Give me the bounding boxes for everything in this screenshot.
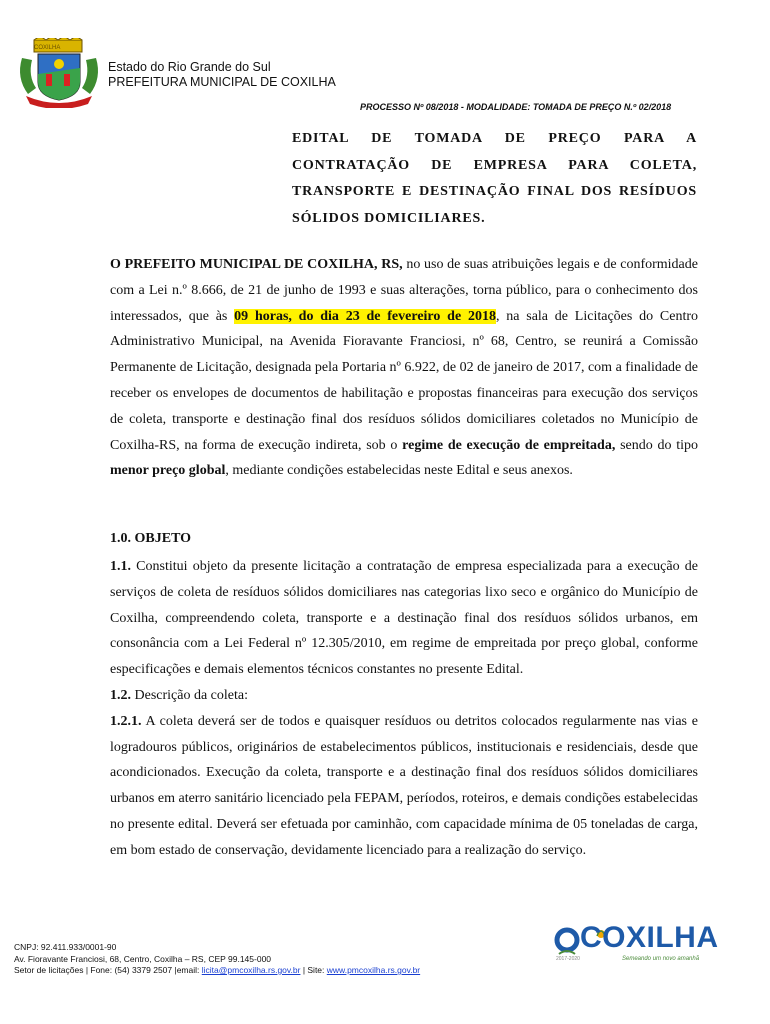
intro-lead: O PREFEITO MUNICIPAL DE COXILHA, RS, xyxy=(110,257,403,272)
footer-contact xyxy=(14,965,420,977)
svg-text:COXILHA: COXILHA xyxy=(34,45,61,51)
intro-bold-tipo: menor preço global xyxy=(110,463,226,479)
clause-text: A coleta deverá ser de todos e quaisquer resíduos ou detritos colocados regularmente nas vias e logradouros públicos, originários de estabelecimentos públicos, institucionais e residenciais, desde que acondicionados. Execução da coleta, transporte e a destinação final dos resíduos sólidos domiciliares urbanos em aterro sanitário licenciado pela FEPAM, períodos, roteiros, e demais condições estabelecidas no presente edital. Deverá ser efetuada por caminhão, com capacidade mínima de 05 toneladas de carga, em bom estado de conservação, devidamente licenciado para a realização do serviço. xyxy=(110,713,698,858)
state-name: Estado do Rio Grande do Sul xyxy=(108,60,271,74)
coat-of-arms-icon xyxy=(14,38,104,108)
footer-site-label: | Site: xyxy=(300,965,327,975)
session-date-highlight: 09 horas, do dia 23 de fevereiro de 2018 xyxy=(234,308,496,324)
clause-1-1 xyxy=(110,554,698,683)
processo-reference: PROCESSO Nº 08/2018 - MODALIDADE: TOMADA DE PREÇO N.º 02/2018 xyxy=(360,102,672,112)
clause-number: 1.2.1. xyxy=(110,713,142,729)
clause-number: 1.2. xyxy=(110,687,131,703)
footer-cnpj: CNPJ: 92.411.933/0001-90 xyxy=(14,942,117,952)
clause-number: 1.1. xyxy=(110,559,131,574)
footer-setor: Setor de licitações | Fone: (54) 3379 2507 |email: xyxy=(14,965,202,975)
letterhead xyxy=(108,60,336,90)
intro-text-1: no uso de suas atribuições legais e de conformidade com a Lei n.º 8.666, de 21 de junho de 1993 e suas alterações, torna público, para o conhecimento dos interessados, que às xyxy=(110,257,698,324)
intro-paragraph xyxy=(110,252,698,484)
logo-years: 2017-2020 xyxy=(556,956,580,962)
intro-text-3: sendo do tipo xyxy=(615,437,698,453)
footer-address: Av. Fioravante Franciosi, 68, Centro, Coxilha – RS, CEP 99.145-000 xyxy=(14,953,272,964)
clause-1-2 xyxy=(110,683,698,709)
email-link[interactable]: licita@pmcoxilha.rs.gov.br xyxy=(201,965,301,975)
intro-text-2: , na sala de Licitações do Centro Administrativo Municipal, na Avenida Fioravante Franciosi, nº 68, Centro, se reunirá a Comissão Permanente de Licitação, designada pela Portaria nº 6.922, de 02 de janeiro de 2017, com a finalidade de receber os envelopes de documentos de habilitação e propostas financeiras para execução dos serviços de coleta, transporte e destinação final dos resíduos sólidos domiciliares coletados no Município de Coxilha-RS, na forma de execução indireta, sob o xyxy=(110,308,698,453)
site-link[interactable]: www.pmcoxilha.rs.gov.br xyxy=(326,965,421,975)
intro-bold-regime: regime de execução de empreitada, xyxy=(402,437,616,453)
footer xyxy=(14,942,420,977)
logo-tagline: Semeando um novo amanhã xyxy=(622,956,700,962)
clause-text: Constitui objeto da presente licitação a contratação de empresa especializada para a execução de serviços de coleta de resíduos sólidos domiciliares nas categorias lixo seco e orgânico do Município de Coxilha, compreendendo coleta, transporte e a destinação final dos resíduos sólidos urbanos, em consonância com a Lei Federal nº 12.305/2010, em regime de empreitada por preço global, conforme especificações e demais elementos técnicos constantes no presente Edital. xyxy=(110,559,698,678)
logo-wordmark: COXILHA xyxy=(580,921,719,954)
objeto-body xyxy=(110,554,698,864)
clause-text: Descrição da coleta: xyxy=(131,687,248,703)
section-heading-objeto: 1.0. OBJETO xyxy=(110,531,192,546)
prefeitura-name: PREFEITURA MUNICIPAL DE COXILHA xyxy=(108,75,336,89)
edital-title: EDITAL DE TOMADA DE PREÇO PARA A CONTRATAÇÃO DE EMPRESA PARA COLETA, TRANSPORTE E DESTINAÇÃO FINAL DOS RESÍDUOS SÓLIDOS DOMICILIARES. xyxy=(292,131,697,226)
intro-text-4: , mediante condições estabelecidas neste Edital e seus anexos. xyxy=(225,463,573,479)
clause-1-2-1 xyxy=(110,709,698,864)
